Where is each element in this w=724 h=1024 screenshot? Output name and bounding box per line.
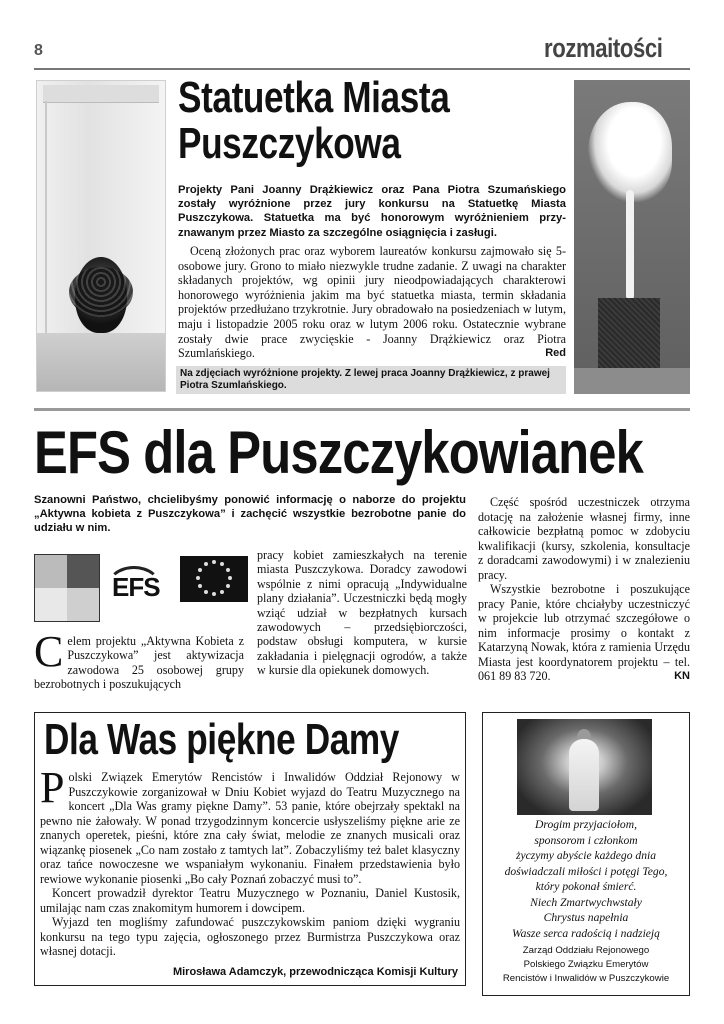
article2-column1: Celem projektu „Aktywna Kobieta z Puszczykowa” jest aktywizacja zawodowa 25 osobowej grupy bezrobotnych i poszukujących: [34, 627, 244, 692]
article2-signature: KN: [674, 670, 690, 682]
article3-body: Polski Związek Emerytów Rencistów i Inwalidów Oddział Rejonowy w Puszczykowie zorganizował w Dniu Kobiet wyjazd do Teatru Muzycznego na koncert „Dla Was gramy piękne Damy”. 53 panie, które obejrzały spektakl na pewno nie żałowały. W ponad trzygodzinnym koncercie usłyszeliśmy piękne arie ze znanych operetek, pieśni, które zna cały świat, melodie ze znanych musicali oraz wiązankę piosenek „Co nam zostało z tamtych lat”. Zobaczyliśmy też balet klasyczny oraz tańce nowoczesne we wspaniałym wykonaniu. Finałem przedstawienia było rewiowe wykonanie piosenki „Bo cały Poznań zobaczyć musi to”. Koncert prowadził dyrektor Teatru Muzycznego w Poznaniu, Daniel Kustosik, umilając nam czas znakomitym humorem i dowcipem. Wyjazd ten mogliśmy zafundować puszczykowskim paniom dzięki wygraniu konkursu na tego typu zajęcia, ogłoszonego przez Burmistrza Puszczykowa oraz własnej dotacji.: [40, 763, 460, 958]
section-title: rozmaitości: [544, 33, 663, 63]
article2-title: EFS dla Puszczykowianek: [34, 419, 643, 486]
article2-column3: Część spośród uczestniczek otrzyma dotację na założenie własnej firmy, inne całkowicie bezpłatną pomoc w zdobyciu kwalifikacji (kursy, szkolenia, konsultacje z doradcami zawodowymi) i w znalezieniu pracy. Wszystkie bezrobotne i poszukujące pracy Panie, które chciałyby uczestniczyć w projekcie lub otrzymać szczegółowe o nim informacje prosimy o kontakt z Katarzyną Nowak, która z ramienia Urzędu Miasta jest koordynatorem projektu – tel. 061 89 83 720. KN: [478, 495, 690, 683]
section-divider: [34, 408, 690, 411]
efs-logo: EFS: [106, 560, 166, 616]
article3-title: Dla Was piękne Damy: [44, 715, 399, 764]
article1-signature: Red: [545, 347, 566, 360]
statuette-photo-left: [36, 80, 166, 392]
statuette-photo-right: [574, 80, 690, 394]
dropcap: P: [40, 763, 65, 812]
article1-body: Oceną złożonych prac oraz wyborem laureatów konkursu zajmowało się 5-osobowe jury. Grono to miało niezwykle trudne zadanie. Z uwagi na charakter składanych projektów, wg opinii jury nieodpowiadających charakterowi honorowego wyróżnienia jakim ma być statuetka miasta, termin składania projektów przedłużano trzykrotnie. Jury obradowało na posiedzeniach w lutym, maju i listopadzie 2005 roku oraz w lutym 2006 roku. Ostatecznie wybrane zostały dwie prace zwycięskie - Joanny Drążkiewicz oraz Piotra Szumlańskiego. Red: [178, 244, 566, 361]
dropcap: C: [34, 627, 64, 676]
project-logos: [34, 554, 248, 624]
page-number: 8: [34, 42, 43, 59]
puszczykowo-crest-logo: [34, 554, 100, 622]
photo-caption: Na zdjęciach wyróżnione projekty. Z lewej praca Joanny Drążkiewicz, z prawej Piotra Szumlańskiego.: [176, 366, 566, 394]
header-rule: [34, 68, 690, 70]
article1-lead: Projekty Pani Joanny Drążkiewicz oraz Pana Piotra Szumańskiego zostały wyróżnione przez jury konkursu na Statuetkę Miasta Puszczykowa. Statuetka ma być honorowym wyróżnieniem przyznawanym przez Miasto za szczególne osiągnięcia i zasługi.: [178, 184, 566, 239]
tree-sculpture: [588, 102, 672, 202]
article2-column2: pracy kobiet zamieszkałych na terenie miasta Puszczykowa. Doradcy zawodowi wspólnie z nimi opracują „Indywidualne plany działania”. Uczestniczki będą mogły wziąć udział w bezpłatnych kursach zawodowych – przedsiębiorczości, podstaw obsługi komputera, w kursie zakładania i pielęgnacji ogrodów, a także w kursie dla opiekunek domowych.: [257, 548, 467, 678]
article1-title: Statuetka Miasta Puszczykowa: [178, 73, 450, 168]
easter-signature: Zarząd Oddziału Rejonowego Polskiego Związku Emerytów Rencistów i Inwalidów w Puszczykowie: [502, 945, 670, 984]
article3-signature: Mirosława Adamczyk, przewodnicząca Komisji Kultury: [172, 966, 458, 978]
pinecone-sculpture: [75, 257, 127, 333]
article2-lead: Szanowni Państwo, chcielibyśmy ponowić informację o naborze do projektu „Aktywna kobieta z Puszczykowa” i zachęcić wszystkie bezrobotne panie do udziału w nim.: [34, 494, 466, 534]
easter-wishes: Drogim przyjaciołom, sponsorom i członkom życzymy abyście każdego dnia doświadczali miłości i potęgi Tego, który pokonał śmierć. Niech Zmartwychwstały Chrystus napełnia Wasze serca radością i nadzieją: [504, 818, 668, 940]
resurrection-image: [517, 719, 652, 815]
eu-flag-logo: [180, 556, 248, 602]
